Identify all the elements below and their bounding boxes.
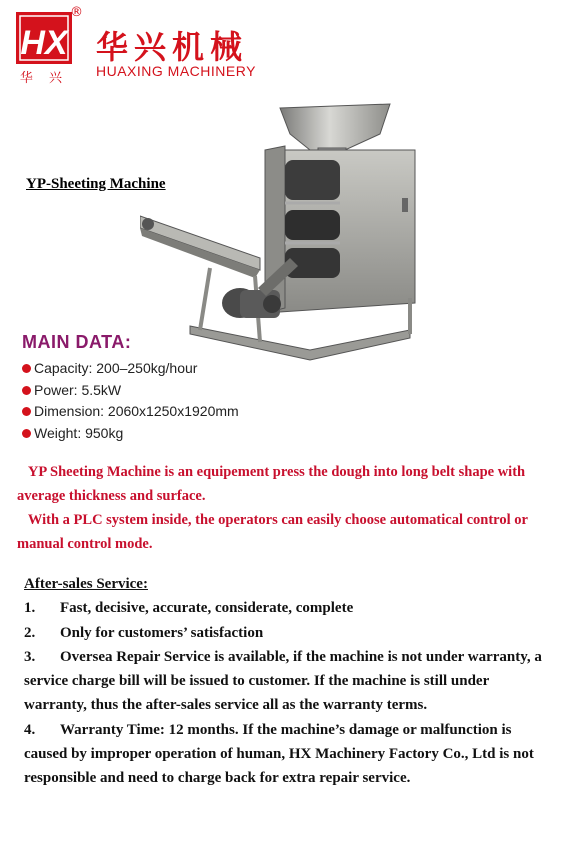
service-item-number: 1. (24, 600, 36, 617)
after-sales-title: After-sales Service: (24, 576, 148, 592)
service-item-number: 2. (24, 624, 36, 641)
service-item-number: 3. (24, 648, 36, 665)
spec-text: Weight: 950kg (34, 424, 124, 441)
service-item-3 (24, 645, 544, 718)
service-item-4 (24, 718, 544, 791)
service-item-2 (24, 621, 544, 645)
bullet-icon (22, 364, 31, 373)
registered-mark: ® (70, 5, 83, 20)
main-data-heading: MAIN DATA: (22, 332, 132, 352)
spec-text: Power: 5.5kW (34, 381, 122, 398)
logo-mark: HX (20, 24, 68, 62)
company-logo (14, 10, 86, 88)
service-item-text: Warranty Time: 12 months. If the machine’s damage or malfunction is caused by improper operation of human, HX Machinery Factory Co., Ltd is not responsible and need to charge back for extra repair service. (24, 721, 534, 787)
bullet-icon (22, 386, 31, 395)
spec-item-capacity (22, 358, 239, 380)
company-name-en: HUAXING MACHINERY (96, 63, 256, 79)
product-title: YP-Sheeting Machine (26, 176, 166, 192)
service-item-text: Fast, decisive, accurate, considerate, complete (60, 600, 354, 617)
after-sales-section (24, 572, 544, 791)
spec-item-weight (22, 423, 239, 445)
spec-item-power (22, 380, 239, 402)
spec-text: Dimension: 2060x1250x1920mm (34, 403, 239, 419)
service-item-text: Oversea Repair Service is available, if the machine is not under warranty, a service charge bill will be issued to customer. If the machine is still under warranty, thus the after-sales service all as the warranty terms. (24, 648, 542, 714)
description-para-1: YP Sheeting Machine is an equipement press the dough into long belt shape with average thickness and surface. (17, 464, 526, 504)
service-item-text: Only for customers’ satisfaction (60, 624, 264, 641)
machine-photo (140, 98, 440, 370)
logo-sub: 华 兴 (19, 71, 69, 86)
bullet-icon (22, 407, 31, 416)
bullet-icon (22, 429, 31, 438)
service-item-number: 4. (24, 721, 36, 738)
service-item-1 (24, 596, 544, 620)
spec-text: Capacity: 200–250kg/hour (34, 360, 198, 376)
company-name-cn: 华兴机械 (96, 28, 249, 66)
spec-list (22, 358, 239, 444)
product-description (17, 460, 562, 556)
spec-item-dimension (22, 401, 239, 423)
description-para-2: With a PLC system inside, the operators can easily choose automatical control or manual control mode. (17, 512, 528, 552)
